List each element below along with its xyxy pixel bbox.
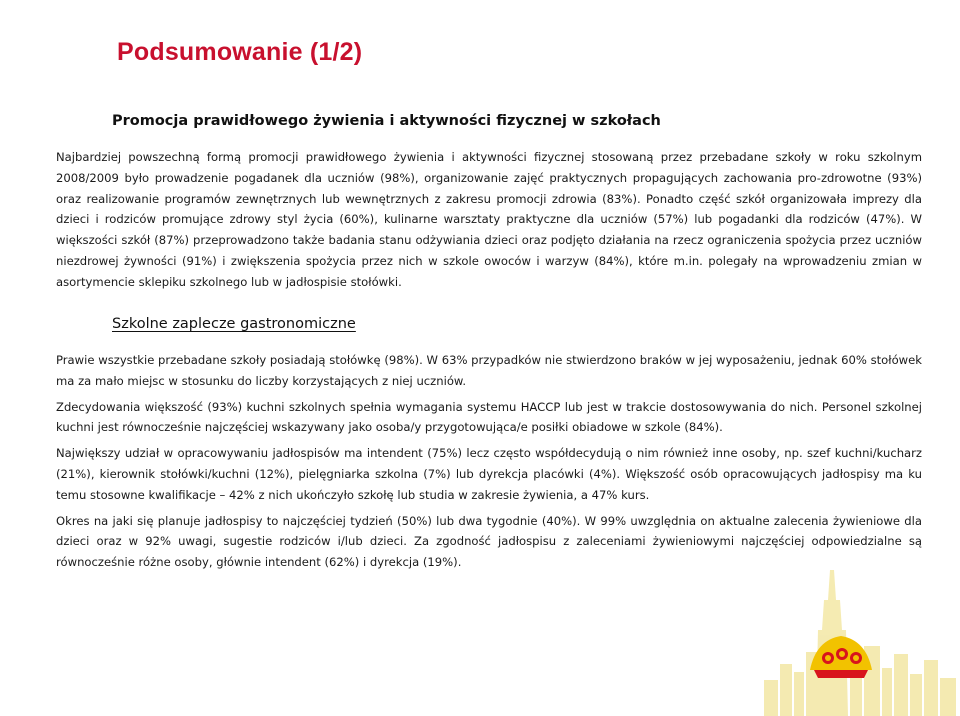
section-heading-promotion: Promocja prawidłowego żywienia i aktywności fizycznej w szkołach [112,113,661,129]
kitchen-paragraphs [56,350,922,578]
slide-title: Podsumowanie (1/2) [117,38,363,66]
kitchen-paragraph: Prawie wszystkie przebadane szkoły posiadają stołówkę (98%). W 63% przypadków nie stwierdzono braków w jej wyposażeniu, jednak 60% stołówek ma za mało miejsc w stosunku do liczby korzystających z niej uczniów. [56,353,922,388]
kitchen-paragraph: Największy udział w opracowywaniu jadłospisów ma intendent (75%) lecz często współdecydują o nim również inne osoby, np. szef kuchni/kucharz (21%), kierownik stołówki/kuchni (12%), pielęgniarka szkolna (7%) lub dyrekcja placówki (4%). Większość osób opracowujących jadłospisy ma ku temu stosowne kwalifikacje – 42% z nich ukończyło szkołę lub studia w zakresie żywienia, a 47% kurs. [56,446,922,502]
kitchen-paragraph: Zdecydowania większość (93%) kuchni szkolnych spełnia wymagania systemu HACCP lub jest w trakcie dostosowywania do nich. Personel szkolnej kuchni jest równocześnie najczęściej wskazywany jako osoba/y przygotowująca/e posiłki obiadowe w szkole (84%). [56,399,922,435]
section-heading-kitchen: Szkolne zaplecze gastronomiczne [112,316,356,332]
promotion-paragraph: Najbardziej powszechną formą promocji prawidłowego żywienia i aktywności fizycznej stosowaną przez przebadane szkoły w roku szkolnym 2008/2009 było prowadzenie pogadanek dla uczniów (98%), organizowanie zajęć praktycznych propagujących zachowania pro-zdrowotne (93%) oraz realizowanie programów zewnętrznych lub wewnętrznych z zakresu promocji zdrowia (83%). Ponadto część szkół organizowała imprezy dla dzieci i rodziców promujące zdrowy styl życia (60%), kulinarne warsztaty praktyczne dla uczniów (57%) lub pogadanki dla rodziców (47%). W większości szkół (87%) przeprowadzono także badania stanu odżywiania dzieci oraz podjęto działania na rzecz ograniczenia spożycia przez uczniów niezdrowej żywności (91%) i zwiększenia spożycia przez nich w szkole owoców i warzyw (84%), które m.in. polegały na wprowadzeniu zmian w asortymencie sklepiku szkolnego lub w jadłospisie stołówki. [56,150,922,289]
brand-logo-icon [806,630,876,682]
kitchen-paragraph: Okres na jaki się planuje jadłospisy to najczęściej tydzień (50%) lub dwa tygodnie (40%). W 99% uwzględnia on aktualne zalecenia żywieniowe dla dzieci oraz w 92% uwagi, sugestie rodziców i/lub dzieci. Za zgodność jadłospisu z zaleceniami żywieniowymi najczęściej odpowiedzialne są równocześnie różne osoby, głównie intendent (62%) i dyrekcja (19%). [56,513,922,570]
